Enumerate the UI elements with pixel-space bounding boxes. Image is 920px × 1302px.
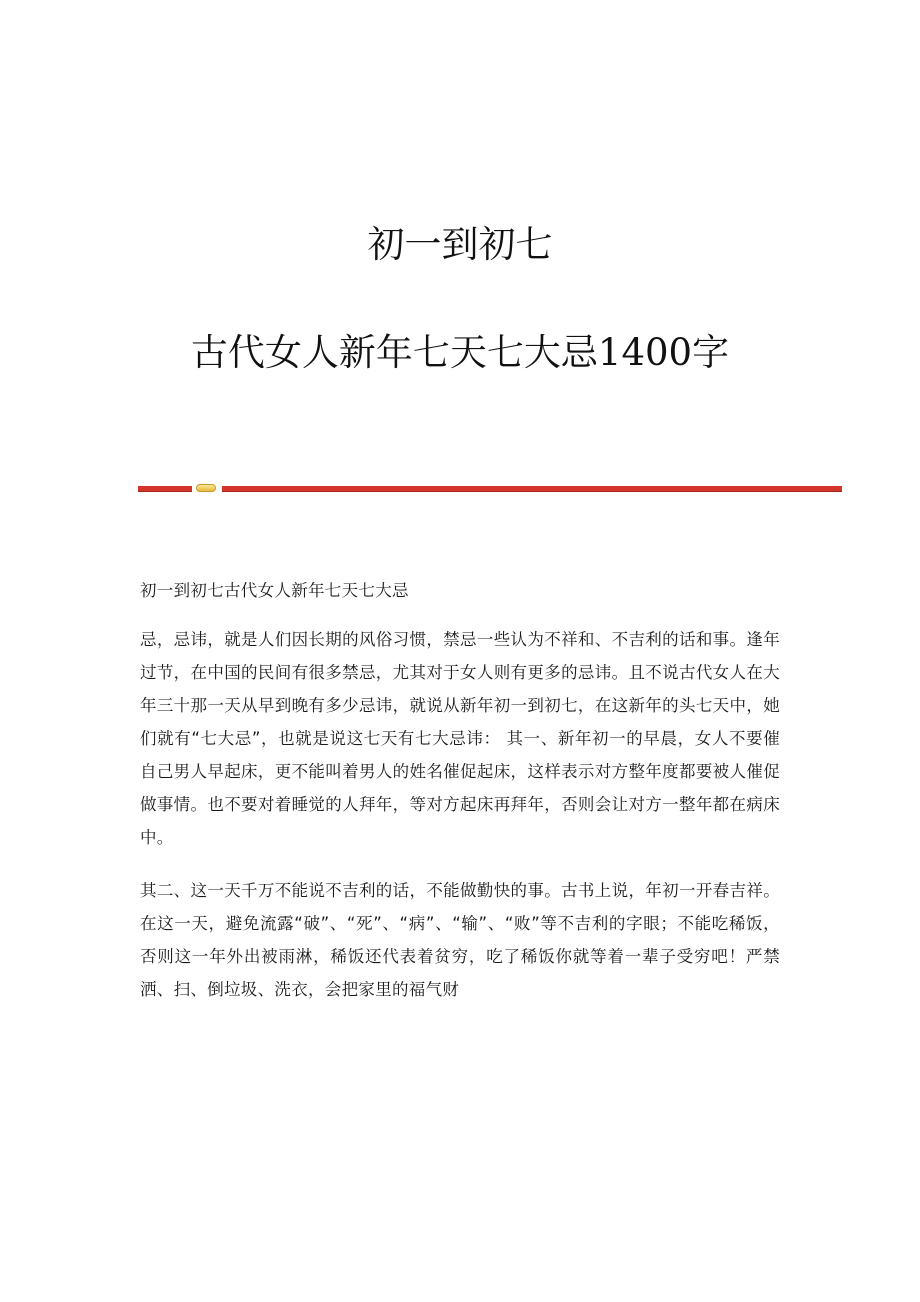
article-paragraph: 忌，忌讳，就是人们因长期的风俗习惯，禁忌一些认为不祥和、不吉利的话和事。逢年过节，在中国的民间有很多禁忌，尤其对于女人则有更多的忌讳。且不说古代女人在大年三十那一天从早到晚有多少忌讳，就说从新年初一到初七，在这新年的头七天中，她们就有“七大忌”，也就是说这七天有七大忌讳： 其一、新年初一的早晨，女人不要催自己男人早起床，更不能叫着男人的姓名催促起床，这样表示对方整年度都要被人催促做事情。也不要对着睡觉的人拜年，等对方起床再拜年，否则会让对方一整年都在病床中。 — [140, 630, 780, 847]
document-subtitle: 古代女人新年七天七大忌1400字 — [190, 331, 730, 374]
divider-bar-right — [222, 486, 842, 492]
article-body — [140, 574, 780, 1026]
document-title: 初一到初七 — [367, 223, 553, 266]
divider-ornament-icon — [196, 484, 216, 492]
divider-bar-left — [138, 486, 192, 492]
article-paragraph: 其二、这一天千万不能说不吉利的话，不能做勤快的事。古书上说，年初一开春吉祥。在这一天，避免流露“破”、“死”、“病”、“输”、“败”等不吉利的字眼；不能吃稀饭，否则这一年外出被雨淋，稀饭还代表着贫穷，吃了稀饭你就等着一辈子受穷吧！严禁洒、扫、倒垃圾、洗衣，会把家里的福气财 — [140, 881, 780, 999]
decorative-divider — [138, 483, 842, 495]
article-heading: 初一到初七古代女人新年七天七大忌 — [140, 581, 409, 600]
